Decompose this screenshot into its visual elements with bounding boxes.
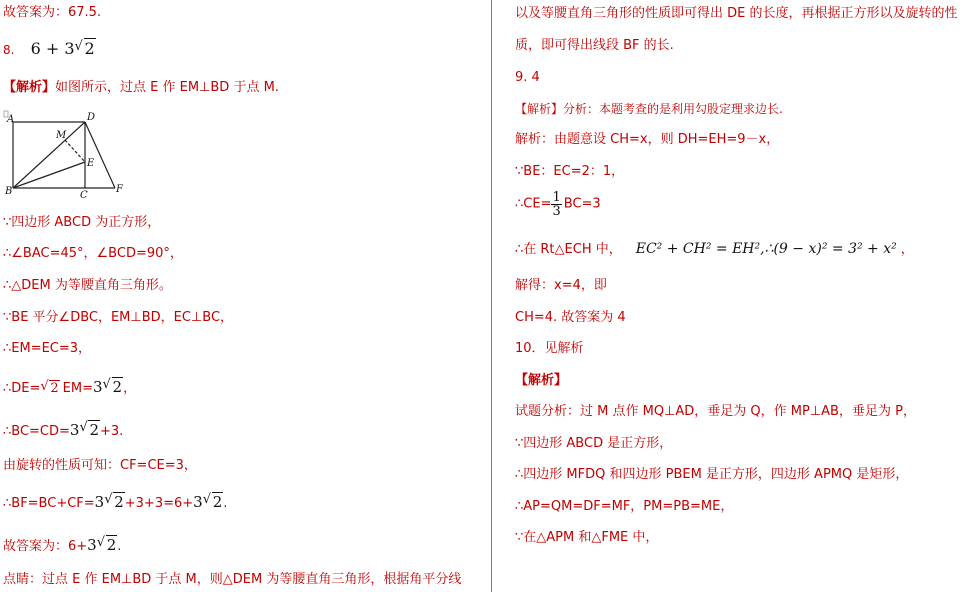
q9-ce-prefix: ∴CE= (515, 196, 552, 212)
analysis-tag: 【解析】 (3, 80, 56, 95)
segment-em (65, 140, 85, 162)
step-bf-radicand: 2 (114, 493, 124, 511)
step-de-radicand: 2 (50, 381, 59, 396)
label-b: B (5, 186, 13, 197)
q10-analysis-tag: 【解析】 (515, 373, 568, 388)
answer-radicand: 2 (106, 536, 117, 554)
comment-continued: 以及等腰直角三角形的性质即可得出 DE 的长度，再根据正方形以及旋转的性 (515, 6, 958, 21)
step-bf-radicand-2: 2 (212, 493, 223, 511)
step-de: ∴DE= √ 2 EM=3 √ 2， (3, 377, 137, 396)
q8-number: 8. (3, 43, 15, 57)
q10-square: ∵四边形 ABCD 是正方形， (515, 436, 673, 451)
q8-line (3, 40, 96, 60)
step-de-prefix: ∴DE= (3, 381, 41, 396)
step-bc-radicand: 2 (89, 421, 100, 439)
answer-67-5: 故答案为：67.5. (3, 5, 102, 20)
q10-triangles: ∵在△APM 和△FME 中， (515, 530, 659, 545)
step-bisector: ∵BE 平分∠DBC，EM⊥BD，EC⊥BC， (3, 310, 234, 325)
answer-end: . (117, 539, 122, 554)
step-bc-prefix: ∴BC=CD= (3, 424, 70, 439)
step-em-ec: ∴EM=EC=3， (3, 341, 92, 356)
segment-be (13, 162, 85, 188)
step-bf-coef-2: 3 (193, 493, 203, 511)
step-bc-cd: ∴BC=CD=3 √ 2+3. (3, 420, 124, 439)
step-de-radicand-2: 2 (112, 378, 123, 396)
segment-df (85, 122, 115, 188)
q10-equalities: ∴AP=QM=DF=MF，PM=PB=ME， (515, 499, 734, 514)
q9-answer: 9. 4 (515, 70, 540, 85)
q9-setup: 解析：由题意设 CH=x，则 DH=EH=9－x， (515, 132, 780, 147)
q9-pythagoras-end: ， (900, 242, 914, 257)
answer-prefix: 故答案为：6+ (3, 539, 88, 554)
label-a: A (7, 114, 15, 125)
step-rotation: 由旋转的性质可知：CF=CE=3， (3, 458, 197, 473)
q8-analysis-intro (3, 79, 279, 97)
q8-answer-coef: 6 + 3 (30, 39, 75, 58)
q9-pythagoras (515, 240, 914, 259)
step-de-coef: 3 (93, 378, 103, 396)
analysis-intro-text: 如图所示，过点 E 作 EM⊥BD 于点 M. (55, 80, 279, 95)
answer-6-3root2: 故答案为：6+3 √ 2. (3, 535, 122, 554)
label-e: E (87, 158, 95, 169)
label-m: M (56, 130, 67, 141)
step-square: ∵四边形 ABCD 为正方形， (3, 215, 161, 230)
q9-solve: 解得：x=4，即 (515, 278, 607, 293)
step-bf-coef: 3 (94, 493, 105, 511)
step-bf-prefix: ∴BF=BC+CF= (3, 496, 95, 511)
q10-quadrilaterals: ∴四边形 MFDQ 和四边形 PBEM 是正方形，四边形 APMQ 是矩形， (515, 467, 909, 482)
fraction-numerator: 1 (552, 190, 561, 205)
q9-ratio: ∵BE：EC=2：1， (515, 164, 625, 179)
fraction-one-third (551, 191, 561, 218)
step-bf: ∴BF=BC+CF=3 √ 2+3+3=6+3 √ 2. (3, 492, 228, 511)
step-bf-mid: +3+3=6+ (124, 496, 194, 511)
step-de-mid: EM= (62, 381, 93, 396)
diagonal-bd (13, 122, 85, 188)
step-de-end: ， (123, 381, 137, 396)
step-angles: ∴∠BAC=45°，∠BCD=90°， (3, 246, 183, 261)
q8-answer-radicand: 2 (84, 39, 95, 58)
label-d: D (87, 112, 96, 123)
step-bf-end: . (223, 496, 228, 511)
step-bc-coef: 3 (69, 421, 80, 439)
comment-line: 点睛：过点 E 作 EM⊥BD 于点 M，则△DEM 为等腰直角三角形，根据角平分线 (3, 572, 462, 587)
q10-analysis-intro: 试题分析：过 M 点作 MQ⊥AD，垂足为 Q，作 MP⊥AB，垂足为 P， (515, 404, 916, 419)
answer-coef: 3 (87, 536, 97, 554)
fraction-denominator: 3 (552, 204, 561, 219)
step-isosceles: ∴△DEM 为等腰直角三角形。 (3, 278, 172, 293)
q8-answer: 6 + 3 √ 2 (30, 39, 95, 58)
q9-ce (515, 191, 601, 218)
q9-final: CH=4. 故答案为 4 (515, 310, 626, 325)
q9-pythagoras-prefix: ∴在 Rt△ECH 中， (515, 242, 622, 257)
q9-pythagoras-equation: EC² + CH² = EH²,∴(9 − x)² = 3² + x² (635, 241, 897, 257)
q9-ce-suffix: BC=3 (563, 196, 601, 212)
step-bc-suffix: +3. (100, 424, 124, 439)
column-divider (491, 0, 492, 592)
q10-answer: 10．见解析 (515, 341, 584, 356)
geometry-figure (3, 110, 133, 198)
q9-analysis-tag: 【解析】分析：本题考查的是利用勾股定理求边长. (515, 102, 783, 116)
label-c: C (80, 190, 88, 198)
label-f: F (116, 184, 123, 195)
comment-end: 质，即可得出线段 BF 的长. (515, 38, 674, 53)
